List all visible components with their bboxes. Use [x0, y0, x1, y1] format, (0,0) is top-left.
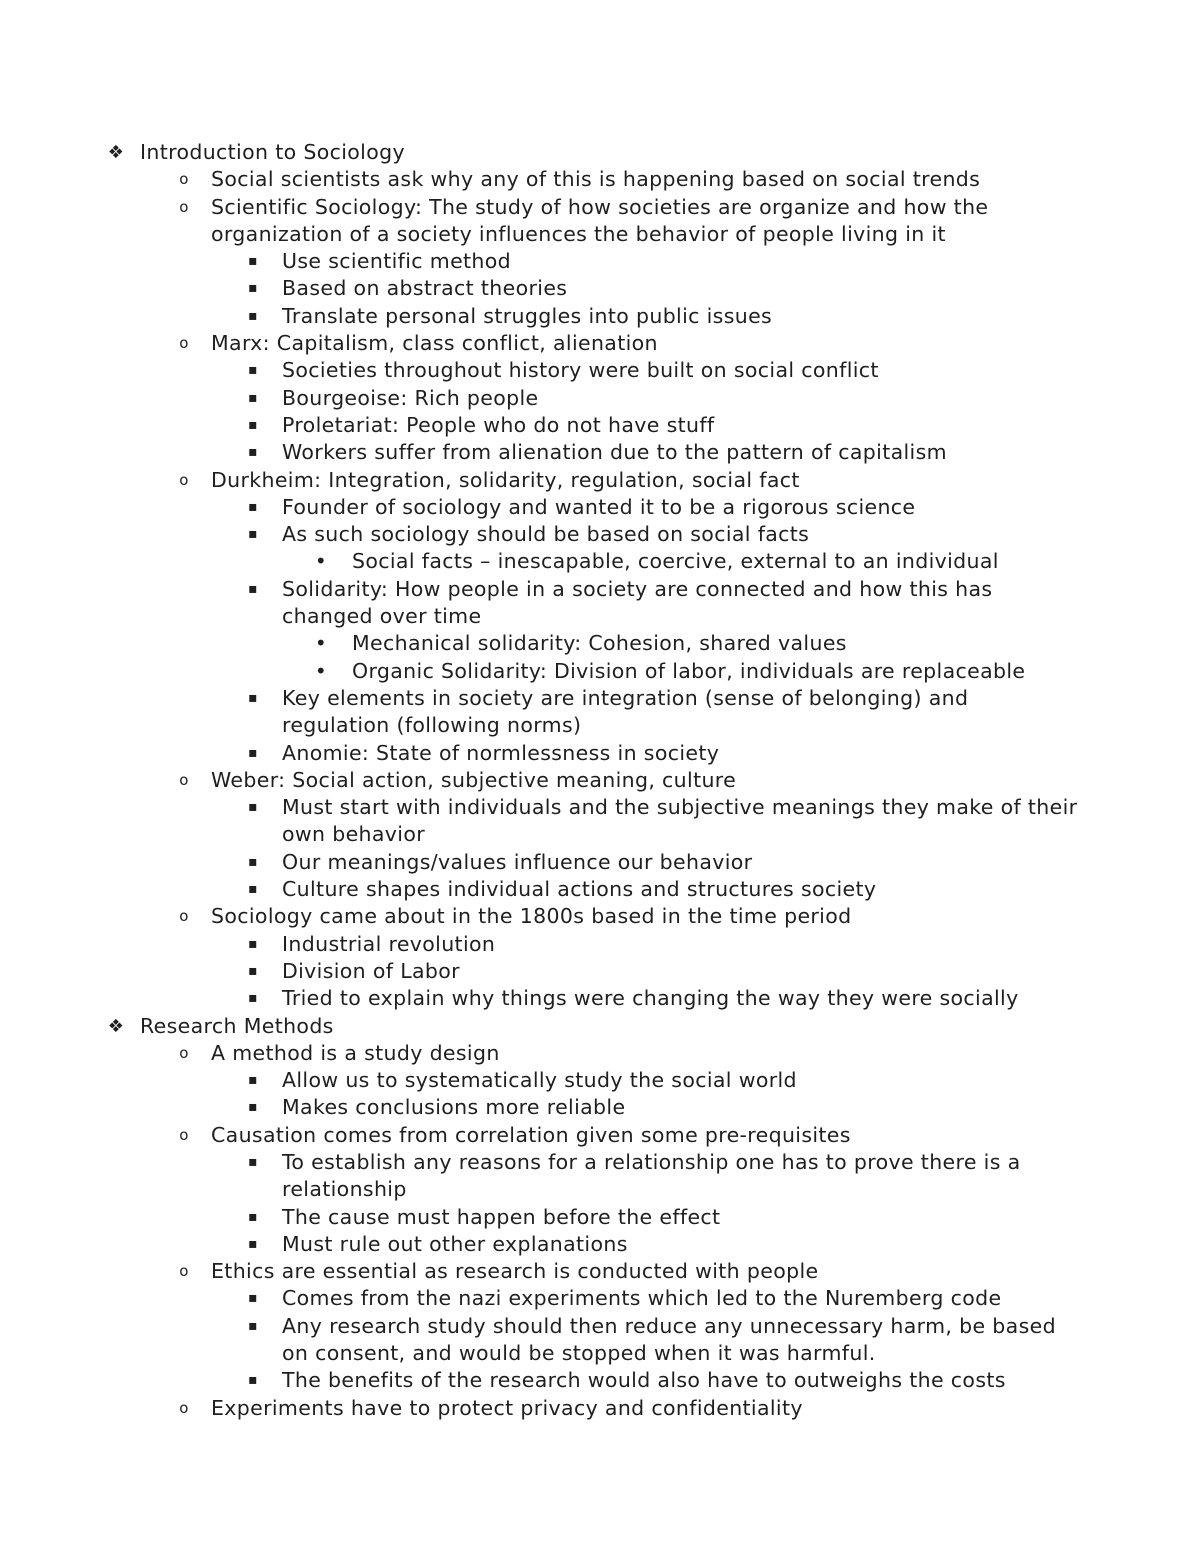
line-text: Founder of sociology and wanted it to be a rigorous science [282, 494, 916, 519]
line-text: changed over time [282, 604, 482, 629]
line-text: Proletariat: People who do not have stuff [282, 412, 715, 437]
line-text: Weber: Social action, subjective meaning, culture [211, 767, 737, 792]
bullet-icon: ▪ [248, 1372, 258, 1389]
line-text: Sociology came about in the 1800s based in the time period [211, 904, 852, 929]
line-text: Use scientific method [282, 249, 512, 274]
detail-item [0, 439, 1200, 466]
section-heading [0, 139, 1200, 166]
bullet-icon: ▪ [248, 416, 258, 433]
line-text: on consent, and would be stopped when it was harmful. [282, 1341, 876, 1366]
sub-detail-item [0, 630, 1200, 657]
line-text: Allow us to systematically study the social world [282, 1068, 797, 1093]
line-text: Marx: Capitalism, class conflict, alienation [211, 331, 658, 356]
line-text: The benefits of the research would also have to outweighs the costs [282, 1368, 1006, 1393]
detail-item [0, 740, 1200, 767]
topic-item [0, 903, 1200, 930]
detail-item [0, 1367, 1200, 1394]
line-text: Causation comes from correlation given some pre-requisites [211, 1122, 851, 1147]
line-text: regulation (following norms) [282, 713, 582, 738]
topic-item [0, 467, 1200, 494]
line-text: Social scientists ask why any of this is happening based on social trends [211, 167, 981, 192]
line-text: Tried to explain why things were changing the way they were socially [282, 986, 1019, 1011]
bullet-icon: • [314, 631, 328, 656]
sub-detail-item [0, 658, 1200, 685]
line-text: own behavior [282, 822, 425, 847]
detail-item [0, 494, 1200, 521]
detail-item [0, 985, 1200, 1012]
continuation-line [0, 1340, 1200, 1367]
bullet-icon: ▪ [248, 689, 258, 706]
topic-item [0, 1040, 1200, 1067]
detail-item [0, 1285, 1200, 1312]
detail-item [0, 303, 1200, 330]
detail-item [0, 1313, 1200, 1340]
line-text: Based on abstract theories [282, 276, 568, 301]
bullet-icon: ▪ [248, 1235, 258, 1252]
bullet-icon: o [179, 170, 189, 189]
bullet-icon: o [179, 470, 189, 489]
detail-item [0, 1067, 1200, 1094]
line-text: Experiments have to protect privacy and confidentiality [211, 1395, 803, 1420]
bullet-icon: ❖ [107, 142, 125, 163]
bullet-icon: o [179, 907, 189, 926]
bullet-icon: ▪ [248, 362, 258, 379]
line-text: Bourgeoise: Rich people [282, 385, 539, 410]
line-text: Workers suffer from alienation due to the pattern of capitalism [282, 440, 947, 465]
bullet-icon: ▪ [248, 253, 258, 270]
bullet-icon: ▪ [248, 799, 258, 816]
section-heading [0, 1013, 1200, 1040]
detail-item [0, 275, 1200, 302]
line-text: Translate personal struggles into public issues [282, 303, 773, 328]
bullet-icon: ▪ [248, 1317, 258, 1334]
topic-item [0, 1258, 1200, 1285]
continuation-line [0, 221, 1200, 248]
topic-item [0, 330, 1200, 357]
line-text: relationship [282, 1177, 407, 1202]
continuation-line [0, 821, 1200, 848]
line-text: Must start with individuals and the subjective meanings they make of their [282, 795, 1078, 820]
line-text: As such sociology should be based on social facts [282, 522, 810, 547]
bullet-icon: ▪ [248, 444, 258, 461]
bullet-icon: o [179, 1262, 189, 1281]
topic-item [0, 194, 1200, 221]
bullet-icon: ▪ [248, 1208, 258, 1225]
line-text: Scientific Sociology: The study of how societies are organize and how the [211, 194, 989, 219]
line-text: Mechanical solidarity: Cohesion, shared values [352, 631, 847, 656]
detail-item [0, 685, 1200, 712]
bullet-icon: ▪ [248, 990, 258, 1007]
line-text: Introduction to Sociology [140, 140, 405, 164]
line-text: Industrial revolution [282, 931, 496, 956]
bullet-icon: o [179, 1043, 189, 1062]
detail-item [0, 876, 1200, 903]
bullet-icon: • [314, 658, 328, 683]
line-text: Anomie: State of normlessness in society [282, 740, 720, 765]
bullet-icon: ▪ [248, 881, 258, 898]
line-text: Research Methods [140, 1013, 334, 1038]
sub-detail-item [0, 548, 1200, 575]
bullet-icon: o [179, 770, 189, 789]
line-text: Durkheim: Integration, solidarity, regulation, social fact [211, 467, 800, 492]
bullet-icon: ▪ [248, 1099, 258, 1116]
detail-item [0, 1204, 1200, 1231]
line-text: Culture shapes individual actions and structures society [282, 877, 877, 902]
line-text: Societies throughout history were built on social conflict [282, 358, 879, 383]
line-text: Any research study should then reduce any unnecessary harm, be based [282, 1313, 1056, 1338]
detail-item [0, 521, 1200, 548]
line-text: Our meanings/values influence our behavior [282, 849, 753, 874]
bullet-icon: o [179, 197, 189, 216]
detail-item [0, 1149, 1200, 1176]
detail-item [0, 576, 1200, 603]
detail-item [0, 412, 1200, 439]
bullet-icon: ▪ [248, 280, 258, 297]
line-text: Must rule out other explanations [282, 1231, 628, 1256]
line-text: To establish any reasons for a relationship one has to prove there is a [282, 1149, 1021, 1174]
line-text: Social facts – inescapable, coercive, external to an individual [352, 549, 999, 574]
bullet-icon: ▪ [248, 962, 258, 979]
detail-item [0, 931, 1200, 958]
bullet-icon: ▪ [248, 1153, 258, 1170]
bullet-icon: ❖ [107, 1015, 125, 1037]
continuation-line [0, 603, 1200, 630]
detail-item [0, 849, 1200, 876]
notes-outline [0, 139, 1200, 1422]
bullet-icon: ▪ [248, 526, 258, 543]
bullet-icon: ▪ [248, 853, 258, 870]
detail-item [0, 794, 1200, 821]
line-text: Makes conclusions more reliable [282, 1095, 626, 1120]
bullet-icon: ▪ [248, 307, 258, 324]
line-text: The cause must happen before the effect [282, 1204, 721, 1229]
bullet-icon: ▪ [248, 744, 258, 761]
continuation-line [0, 712, 1200, 739]
detail-item [0, 1231, 1200, 1258]
bullet-icon: ▪ [248, 498, 258, 515]
line-text: Ethics are essential as research is conducted with people [211, 1259, 819, 1284]
bullet-icon: o [179, 1398, 189, 1417]
topic-item [0, 166, 1200, 193]
bullet-icon: ▪ [248, 389, 258, 406]
topic-item [0, 1395, 1200, 1422]
bullet-icon: ▪ [248, 935, 258, 952]
detail-item [0, 958, 1200, 985]
line-text: Key elements in society are integration (sense of belonging) and [282, 685, 969, 710]
bullet-icon: ▪ [248, 580, 258, 597]
line-text: Solidarity: How people in a society are connected and how this has [282, 576, 993, 601]
detail-item [0, 248, 1200, 275]
line-text: organization of a society influences the behavior of people living in it [211, 221, 946, 246]
bullet-icon: o [179, 1125, 189, 1144]
detail-item [0, 1094, 1200, 1121]
bullet-icon: ▪ [248, 1072, 258, 1089]
continuation-line [0, 1176, 1200, 1203]
topic-item [0, 767, 1200, 794]
topic-item [0, 1122, 1200, 1149]
detail-item [0, 357, 1200, 384]
bullet-icon: • [314, 549, 328, 574]
bullet-icon: ▪ [248, 1290, 258, 1307]
line-text: Division of Labor [282, 958, 460, 983]
detail-item [0, 385, 1200, 412]
line-text: Comes from the nazi experiments which led to the Nuremberg code [282, 1286, 1002, 1311]
line-text: A method is a study design [211, 1040, 500, 1065]
line-text: Organic Solidarity: Division of labor, individuals are replaceable [352, 658, 1026, 683]
bullet-icon: o [179, 334, 189, 353]
